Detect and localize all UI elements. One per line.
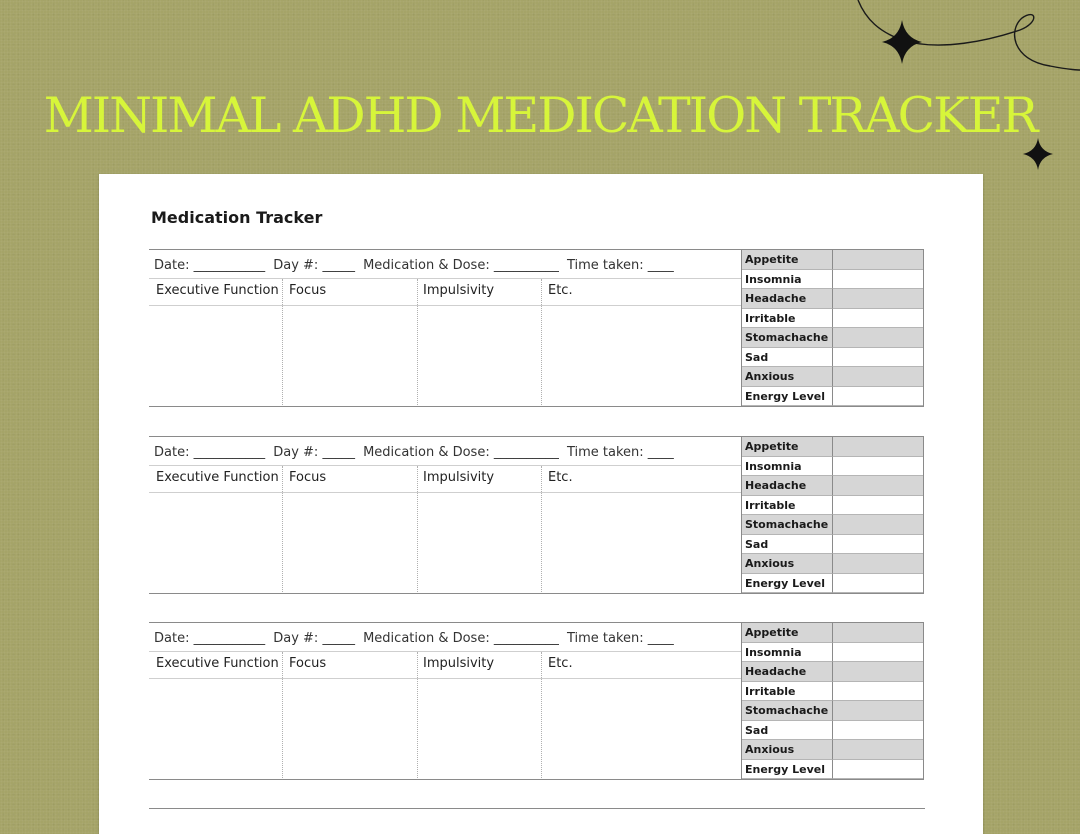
symptom-table — [741, 249, 924, 407]
column-divider — [541, 279, 542, 405]
medication-dose-field[interactable]: Medication & Dose: __________ — [363, 445, 559, 460]
symptom-value-cell[interactable] — [833, 309, 923, 329]
sparkle-star-icon — [882, 20, 922, 64]
column-focus: Focus — [289, 470, 327, 485]
divider — [149, 278, 741, 279]
symptom-label: Irritable — [742, 682, 833, 702]
symptom-label: Insomnia — [742, 457, 833, 477]
info-row — [154, 445, 678, 460]
symptom-label: Sad — [742, 721, 833, 741]
symptom-value-cell[interactable] — [833, 270, 923, 290]
symptom-label: Stomachache — [742, 515, 833, 535]
symptom-label: Irritable — [742, 496, 833, 516]
symptom-label: Headache — [742, 476, 833, 496]
column-divider — [417, 652, 418, 778]
log-area — [149, 622, 741, 780]
symptom-label: Anxious — [742, 740, 833, 760]
column-executive-function: Executive Function — [156, 656, 279, 671]
tracker-block — [149, 249, 925, 407]
column-divider — [282, 466, 283, 592]
symptom-value-cell[interactable] — [833, 250, 923, 270]
column-focus: Focus — [289, 283, 327, 298]
symptom-label: Insomnia — [742, 643, 833, 663]
symptom-label: Insomnia — [742, 270, 833, 290]
symptom-value-cell[interactable] — [833, 348, 923, 368]
divider — [149, 305, 741, 306]
symptom-label: Sad — [742, 348, 833, 368]
log-area — [149, 436, 741, 594]
symptom-value-cell[interactable] — [833, 701, 923, 721]
symptom-label: Appetite — [742, 437, 833, 457]
column-executive-function: Executive Function — [156, 470, 279, 485]
symptom-value-cell[interactable] — [833, 740, 923, 760]
symptom-value-cell[interactable] — [833, 367, 923, 387]
day-field[interactable]: Day #: _____ — [273, 445, 355, 460]
symptom-value-cell[interactable] — [833, 662, 923, 682]
symptom-value-cell[interactable] — [833, 437, 923, 457]
column-divider — [417, 466, 418, 592]
divider — [149, 492, 741, 493]
symptom-value-cell[interactable] — [833, 476, 923, 496]
symptom-label: Stomachache — [742, 701, 833, 721]
symptom-label: Energy Level — [742, 387, 833, 407]
symptom-label: Headache — [742, 289, 833, 309]
symptom-value-cell[interactable] — [833, 682, 923, 702]
log-area — [149, 249, 741, 407]
next-block-edge — [149, 808, 925, 809]
symptom-value-cell[interactable] — [833, 760, 923, 780]
time-taken-field[interactable]: Time taken: ____ — [566, 631, 674, 646]
date-field[interactable]: Date: ___________ — [154, 445, 266, 460]
medication-dose-field[interactable]: Medication & Dose: __________ — [363, 631, 559, 646]
symptom-label: Anxious — [742, 367, 833, 387]
symptom-table — [741, 622, 924, 780]
divider — [149, 465, 741, 466]
column-etc: Etc. — [548, 283, 573, 298]
column-divider — [282, 279, 283, 405]
swirl-line-icon — [858, 0, 1080, 70]
column-etc: Etc. — [548, 656, 573, 671]
column-divider — [282, 652, 283, 778]
symptom-label: Appetite — [742, 623, 833, 643]
symptom-value-cell[interactable] — [833, 623, 923, 643]
tracker-block — [149, 622, 925, 780]
column-divider — [541, 466, 542, 592]
symptom-label: Headache — [742, 662, 833, 682]
symptom-label: Appetite — [742, 250, 833, 270]
tracker-sheet — [99, 174, 983, 834]
divider — [149, 651, 741, 652]
symptom-value-cell[interactable] — [833, 721, 923, 741]
divider — [149, 678, 741, 679]
date-field[interactable]: Date: ___________ — [154, 258, 266, 273]
sheet-title: Medication Tracker — [151, 208, 323, 227]
tracker-block — [149, 436, 925, 594]
column-impulsivity: Impulsivity — [423, 470, 495, 485]
symptom-value-cell[interactable] — [833, 535, 923, 555]
symptom-value-cell[interactable] — [833, 387, 923, 407]
symptom-label: Energy Level — [742, 760, 833, 780]
day-field[interactable]: Day #: _____ — [273, 631, 355, 646]
symptom-value-cell[interactable] — [833, 643, 923, 663]
symptom-value-cell[interactable] — [833, 496, 923, 516]
column-divider — [541, 652, 542, 778]
symptom-value-cell[interactable] — [833, 328, 923, 348]
symptom-value-cell[interactable] — [833, 289, 923, 309]
column-impulsivity: Impulsivity — [423, 656, 495, 671]
column-executive-function: Executive Function — [156, 283, 279, 298]
column-divider — [417, 279, 418, 405]
info-row — [154, 258, 678, 273]
column-impulsivity: Impulsivity — [423, 283, 495, 298]
symptom-value-cell[interactable] — [833, 574, 923, 594]
headline-title: MINIMAL ADHD MEDICATION TRACKER — [43, 87, 1037, 144]
info-row — [154, 631, 678, 646]
symptom-value-cell[interactable] — [833, 515, 923, 535]
symptom-label: Anxious — [742, 554, 833, 574]
symptom-table — [741, 436, 924, 594]
date-field[interactable]: Date: ___________ — [154, 631, 266, 646]
symptom-label: Energy Level — [742, 574, 833, 594]
time-taken-field[interactable]: Time taken: ____ — [566, 445, 674, 460]
time-taken-field[interactable]: Time taken: ____ — [566, 258, 674, 273]
symptom-label: Stomachache — [742, 328, 833, 348]
medication-dose-field[interactable]: Medication & Dose: __________ — [363, 258, 559, 273]
symptom-value-cell[interactable] — [833, 554, 923, 574]
day-field[interactable]: Day #: _____ — [273, 258, 355, 273]
column-etc: Etc. — [548, 470, 573, 485]
symptom-label: Sad — [742, 535, 833, 555]
column-focus: Focus — [289, 656, 327, 671]
symptom-value-cell[interactable] — [833, 457, 923, 477]
symptom-label: Irritable — [742, 309, 833, 329]
